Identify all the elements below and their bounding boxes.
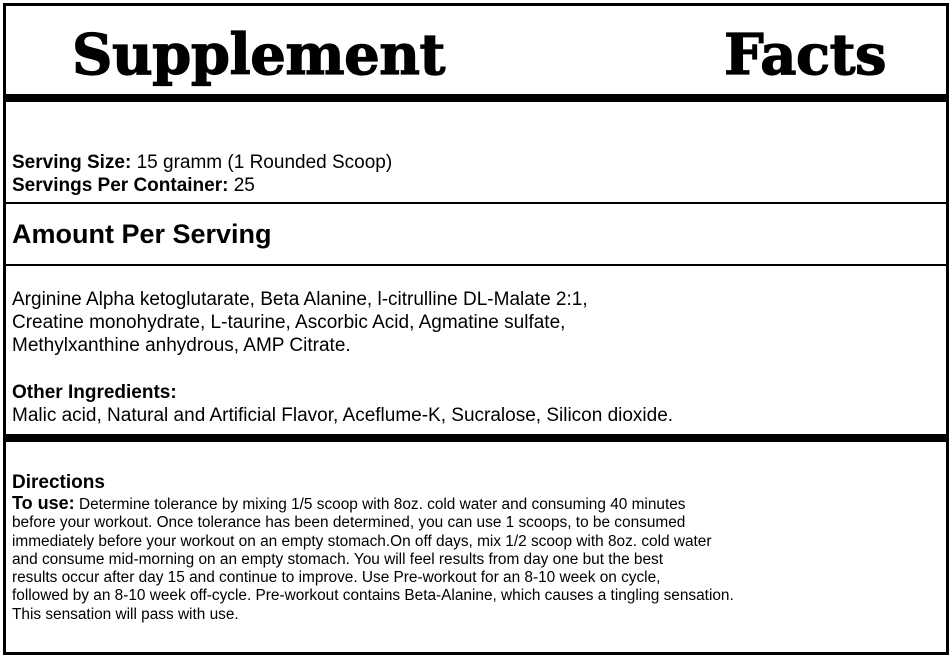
directions-line: before your workout. Once tolerance has been determined, you can use 1 scoops, to be consumed [12,514,686,532]
directions-line [12,494,912,514]
divider-thin-1 [6,202,946,204]
servings-per-container-label: Servings Per Container: [12,175,229,196]
directions-line: immediately before your workout on an empty stomach.On off days, mix 1/2 scoop with 8oz. cold water [12,532,712,550]
directions-line: and consume mid-morning on an empty stomach. You will feel results from day one but the best [12,550,664,568]
directions-heading: Directions [12,472,105,493]
servings-per-container-value: 25 [233,175,255,196]
divider-thin-2 [6,264,946,266]
directions-line: results occur after day 15 and continue to improve. Use Pre-workout for an 8-10 week on cycle, [12,569,661,587]
to-use-label: To use: [12,493,75,513]
other-ingredients [12,381,673,427]
directions-section [12,472,912,624]
divider-thick-bottom [6,434,946,442]
serving-size-value: 15 gramm (1 Rounded Scoop) [136,152,393,173]
divider-thick-top [6,94,946,102]
other-ingredients-label: Other Ingredients: [12,382,177,403]
serving-size-label: Serving Size: [12,152,132,173]
supplement-facts-panel [3,3,949,655]
serving-size-row [12,151,392,174]
servings-per-container-row [12,174,392,197]
directions-line-text: Determine tolerance by mixing 1/5 scoop with 8oz. cold water and consuming 40 minutes [78,496,686,513]
directions-line: followed by an 8-10 week off-cycle. Pre-workout contains Beta-Alanine, which causes a tingling sensation. [12,587,734,605]
title-supplement: Supplement [72,22,445,88]
other-ingredients-value: Malic acid, Natural and Artificial Flavor, Aceflume-K, Sucralose, Silicon dioxide. [12,405,674,426]
serving-info [12,151,392,197]
ingredients-line: Creatine monohydrate, L-taurine, Ascorbic Acid, Agmatine sulfate, [12,312,566,333]
ingredients-list [12,288,588,357]
amount-per-serving-heading: Amount Per Serving [12,219,272,249]
ingredients-line: Methylxanthine anhydrous, AMP Citrate. [12,335,351,356]
directions-body [12,494,912,624]
ingredients-line: Arginine Alpha ketoglutarate, Beta Alanine, l-citrulline DL-Malate 2:1, [12,289,588,310]
title-facts: Facts [724,22,886,88]
directions-line: This sensation will pass with use. [12,605,239,623]
